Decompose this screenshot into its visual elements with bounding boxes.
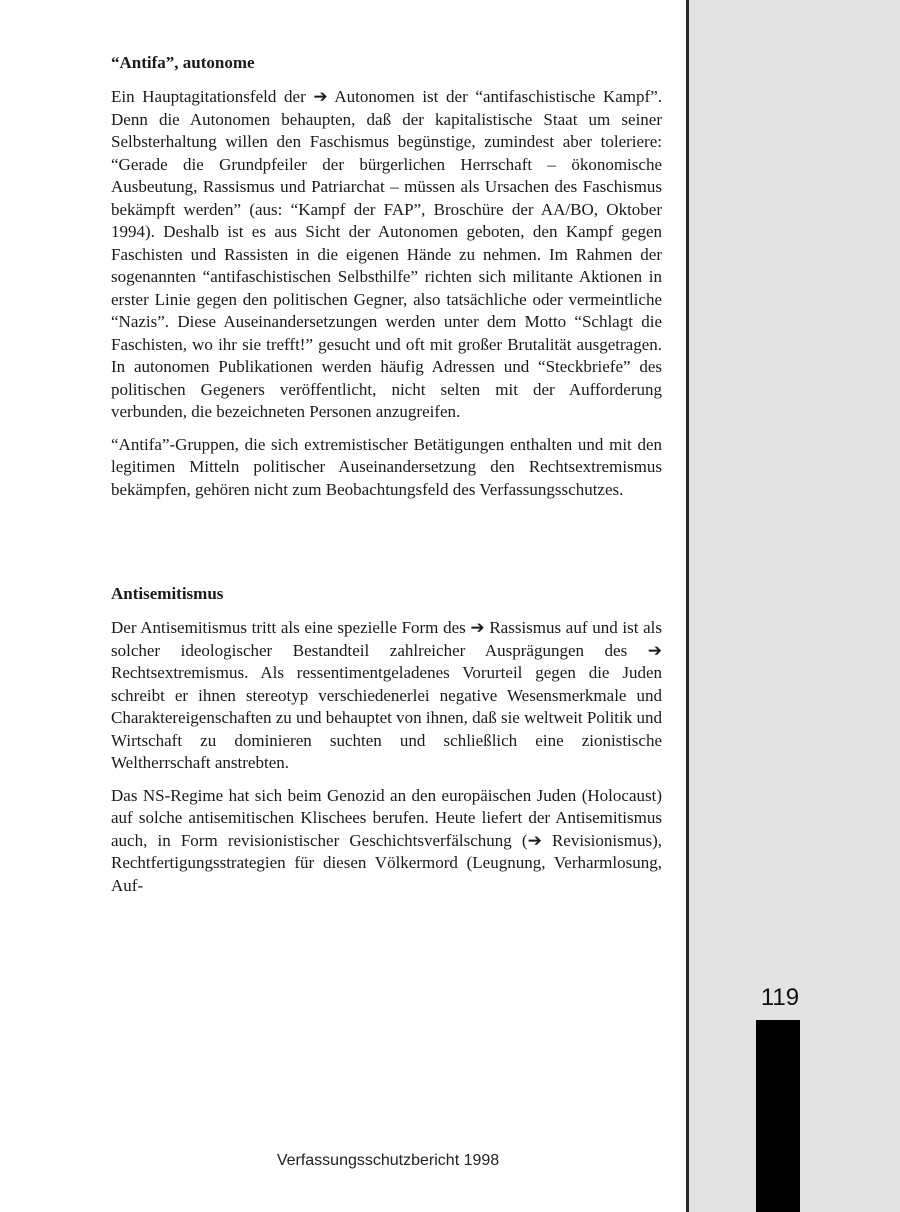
section-title-antifa: “Antifa”, autonome (111, 53, 255, 72)
section-antisemitismus (111, 583, 662, 897)
paragraph: Das NS-Regime hat sich beim Genozid an den europäischen Juden (Holocaust) auf solche antisemitischen Klischees berufen. Heute liefert der Antisemitismus auch, in Form revisionistischer Geschichtsverfälschung (➔ Revisionismus), Rechtfertigungsstrategien für diesen Völkermord (Leugnung, Verharmlosung, Auf- (111, 785, 662, 895)
paragraph: Ein Hauptagitationsfeld der ➔ Autonomen ist der “antifaschistische Kampf”. Denn die Autonomen behaupten, daß der kapitalistische Staat um seiner Selbsterhaltung willen den Faschismus begünstige, zumindest aber toleriere: “Gerade die Grundpfeiler der bürgerlichen Herrschaft – ökonomische Ausbeutung, Rassismus und Patriarchat – müssen als Ursachen des Faschismus bekämpft werden” (aus: “Kampf der FAP”, Broschüre der AA/BO, Oktober 1994). Deshalb ist es aus Sicht der Autonomen geboten, den Kampf gegen Faschisten und Rassisten in die eigenen Hände zu nehmen. Im Rahmen der sogenannten “antifaschistischen Selbsthilfe” richten sich militante Aktionen in erster Linie gegen den politischen Gegner, also tatsächliche oder vermeintliche “Nazis”. Diese Auseinandersetzungen werden unter dem Motto “Schlagt die Faschisten, wo ihr sie trefft!” gesucht und oft mit großer Brutalität ausgetragen. In autonomen Publikationen werden häufig Adressen und “Steckbriefe” des politischen Gegeners veröffentlicht, nicht selten mit der Aufforderung verbunden, die bezeichneten Personen anzugreifen. (111, 87, 662, 421)
paragraph: Der Antisemitismus tritt als eine spezielle Form des ➔ Rassismus auf und ist als solcher ideologischer Bestandteil zahlreicher Ausprägungen des ➔ Rechtsextremismus. Als ressentimentgeladenes Vorurteil gegen die Juden schreibt er ihnen stereotyp verschiedenerlei negative Wesensmerkmale und Charaktereigenschaften zu und behauptet von ihnen, daß sie weltweit Politik und Wirtschaft zu dominieren suchten und schließlich eine zionistische Weltherrschaft anstrebten. (111, 618, 662, 772)
thumb-index-bar (756, 1020, 800, 1212)
section-antifa (111, 52, 662, 501)
page-footer: Verfassungsschutzbericht 1998 (276, 1152, 500, 1169)
section-spacer (111, 511, 662, 583)
main-text-column (111, 52, 662, 907)
paragraph: “Antifa”-Gruppen, die sich extremistischer Betätigungen enthalten und mit den legitimen Mitteln politischer Auseinandersetzung den Rechtsextremismus bekämpfen, gehören nicht zum Beobachtungsfeld des Verfassungsschutzes. (111, 434, 662, 499)
section-title-antisemitismus: Antisemitismus (111, 584, 224, 603)
page-number: 119 (760, 984, 800, 1011)
